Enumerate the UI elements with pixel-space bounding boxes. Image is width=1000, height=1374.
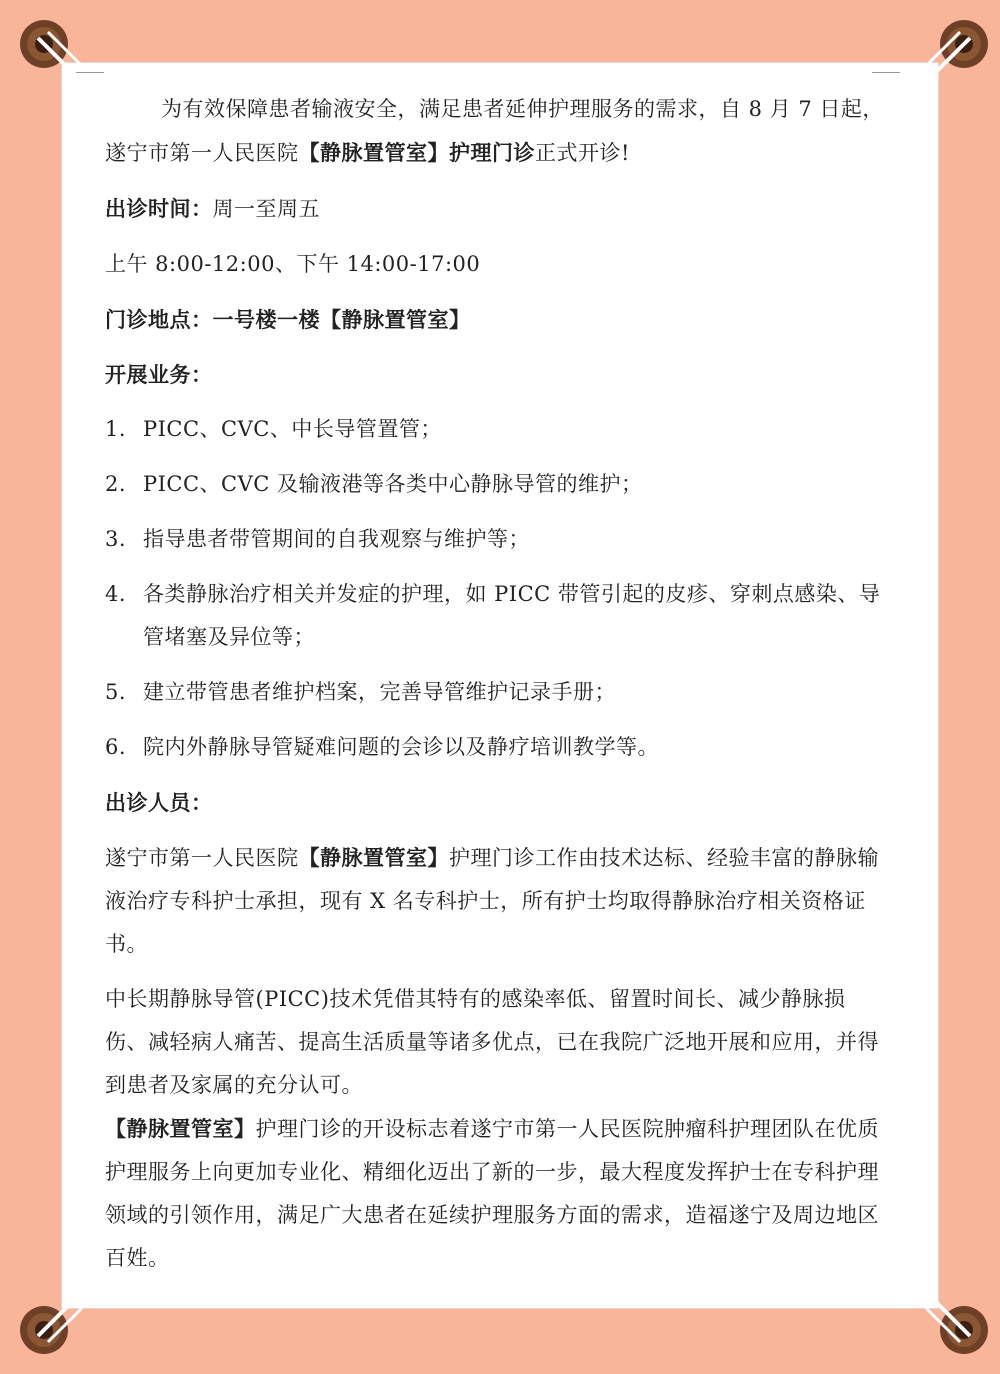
document-body xyxy=(105,88,885,1280)
services-heading: 开展业务： xyxy=(105,362,213,387)
hours-row xyxy=(105,187,885,231)
staff-heading: 出诊人员： xyxy=(105,790,213,815)
pushpin-ring-icon xyxy=(920,1286,1000,1366)
item-number: 5. xyxy=(105,680,127,704)
intro-text: 为有效保障患者输液安全，满足患者延伸护理服务的需求，自 8 月 7 日起， xyxy=(161,97,884,121)
staff-paragraph-2: 中长期静脉导管(PICC)技术凭借其特有的感染率低、留置时间长、减少静脉损伤、减轻病人痛苦、提高生活质量等诸多优点，已在我院广泛地开展和应用，并得到患者及家属的充分认可。 xyxy=(105,987,879,1097)
clinic-name: 【静脉置管室】 xyxy=(298,845,449,870)
hospital-name: 遂宁市第一人民医院 xyxy=(105,141,299,165)
list-item xyxy=(105,518,885,561)
list-item xyxy=(105,573,885,659)
item-text: PICC、CVC、中长导管置管； xyxy=(143,417,442,441)
item-text: 各类静脉治疗相关并发症的护理，如 PICC 带管引起的皮疹、穿刺点感染、导管堵塞及异位等； xyxy=(143,582,881,649)
intro-line-1 xyxy=(105,88,885,131)
staff-paragraph-1 xyxy=(105,836,885,966)
list-item xyxy=(105,463,885,506)
paragraph-text: 护理门诊工作由技术达标、经验丰富的静脉输液治疗专科护士承担，现有 X 名专科护士，所有护士均取得静脉治疗相关资格证书。 xyxy=(105,846,879,956)
services-list xyxy=(105,408,885,769)
item-text: 指导患者带管期间的自我观察与维护等； xyxy=(143,527,530,551)
item-number: 4. xyxy=(105,582,127,606)
item-number: 2. xyxy=(105,472,127,496)
item-text: PICC、CVC 及输液港等各类中心静脉导管的维护； xyxy=(143,472,643,496)
location-label: 门诊地点： xyxy=(105,307,213,332)
staff-paragraph-3 xyxy=(105,1107,885,1280)
hours-label: 出诊时间： xyxy=(105,196,213,221)
list-item xyxy=(105,671,885,714)
item-number: 1. xyxy=(105,417,127,441)
clinic-name: 【静脉置管室】护理门诊 xyxy=(298,140,535,165)
paragraph-text: 护理门诊的开设标志着遂宁市第一人民医院肿瘤科护理团队在优质护理服务上向更加专业化、精细化迈出了新的一步，最大程度发挥护士在专科护理领域的引领作用，满足广大患者在延续护理服务方面的需求，造福遂宁及周边地区百姓。 xyxy=(105,1117,879,1270)
list-item xyxy=(105,408,885,451)
item-number: 3. xyxy=(105,527,127,551)
location-value: 一号楼一楼【静脉置管室】 xyxy=(212,307,471,332)
item-number: 6. xyxy=(105,735,127,759)
item-text: 院内外静脉导管疑难问题的会诊以及静疗培训教学等。 xyxy=(143,735,659,759)
intro-line-2 xyxy=(105,131,885,175)
corner-crop-mark xyxy=(872,72,900,73)
hours-times: 上午 8:00-12:00、下午 14:00-17:00 xyxy=(105,252,481,276)
location-row xyxy=(105,298,885,341)
item-text: 建立带管患者维护档案，完善导管维护记录手册； xyxy=(143,680,616,704)
clinic-name: 【静脉置管室】 xyxy=(105,1116,256,1141)
pushpin-ring-icon xyxy=(928,8,1000,88)
opening-text: 正式开诊! xyxy=(535,141,630,165)
pushpin-ring-icon xyxy=(8,1286,88,1366)
list-item xyxy=(105,726,885,769)
hospital-name: 遂宁市第一人民医院 xyxy=(105,846,299,870)
pushpin-ring-icon xyxy=(8,8,88,88)
hours-days: 周一至周五 xyxy=(212,197,320,221)
